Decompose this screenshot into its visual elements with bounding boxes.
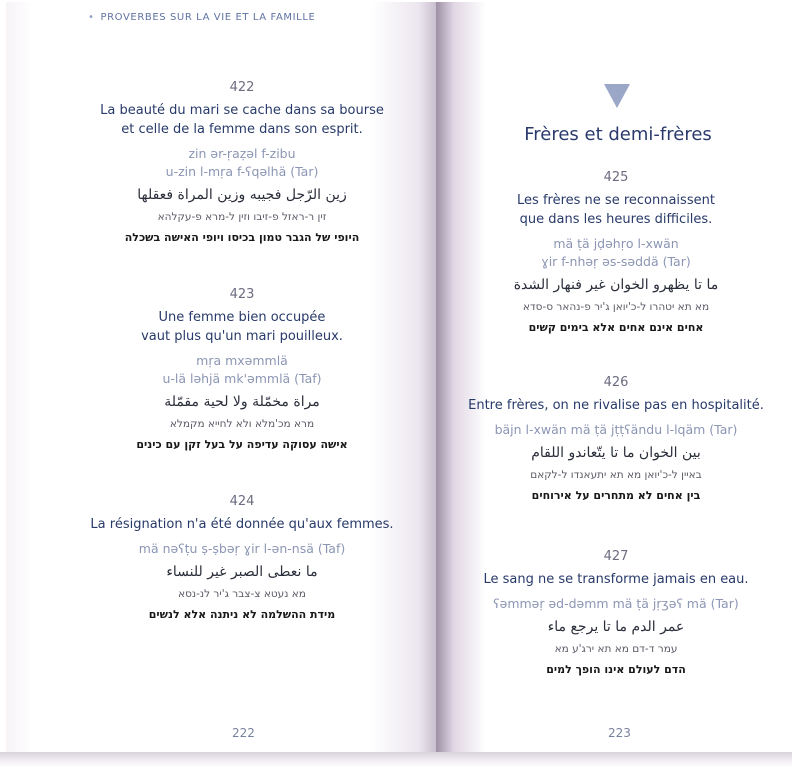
transliteration-line: ʕəmməṛ əd-dəmm mä ṭä jṛʒəʕ mä (Tar) xyxy=(493,596,739,611)
proverb-number: 424 xyxy=(229,494,255,509)
proverb-number: 426 xyxy=(603,375,629,390)
running-head xyxy=(88,12,315,23)
hebrew-transliteration: עמר ד-דם מא תא ירג'ע מא xyxy=(554,643,678,655)
hebrew-transliteration: מא תא יטהרו ל-כ'יואן ג'יר פ-נהאר ס-סדא xyxy=(522,301,710,313)
hebrew-translation: בין אחים לא מתחרים על אירוחים xyxy=(531,489,701,502)
page-number-right: 223 xyxy=(608,726,631,740)
proverb-entry-423 xyxy=(78,287,406,451)
triangle-ornament-icon xyxy=(604,84,630,108)
hebrew-transliteration: באיין ל-כ'יואן מא תא יתעאנדו ל-לקאם xyxy=(530,469,702,481)
proverb-entry-422 xyxy=(78,80,406,244)
transliteration-line: ɣir f-nhəṛ əs-səddä (Tar) xyxy=(541,254,691,269)
hebrew-translation: מידת ההשלמה לא ניתנה אלא לנשים xyxy=(148,608,336,621)
arabic-text: عمر الدم ما تا يرجع ماء xyxy=(547,619,685,635)
proverb-number: 427 xyxy=(603,549,629,564)
section-title: Frères et demi-frères xyxy=(524,124,712,145)
french-line: Entre frères, on ne rivalise pas en hospitalité. xyxy=(468,398,764,413)
hebrew-translation: הדם לעולם אינו הופך למים xyxy=(546,663,686,676)
transliteration-line: u-lä ləhjä mk'əmmlä (Taf) xyxy=(162,371,322,386)
proverb-number: 422 xyxy=(229,80,255,95)
proverb-entry-426 xyxy=(456,375,776,502)
proverb-entry-424 xyxy=(68,494,416,621)
hebrew-translation: היופי של הגבר טמון בכיסו ויופי האישה בשכלה xyxy=(124,231,360,244)
page-edge-shadow xyxy=(0,752,792,768)
proverb-number: 423 xyxy=(229,287,255,302)
transliteration-line: u-zin l-mṛa f-ʕqəlhä (Tar) xyxy=(165,164,319,179)
running-head-text: PROVERBES SUR LA VIE ET LA FAMILLE xyxy=(100,12,316,23)
hebrew-translation: אישה עסוקה עדיפה על בעל זקן עם כינים xyxy=(136,438,348,451)
french-line: Une femme bien occupée xyxy=(158,310,326,325)
french-line: Le sang ne se transforme jamais en eau. xyxy=(483,572,749,587)
proverb-entry-427 xyxy=(456,549,776,676)
french-line: Les frères ne se reconnaissent xyxy=(517,193,715,208)
transliteration-line: mä ṭä jḍəhṛo l-xwän xyxy=(553,236,679,251)
arabic-text: زين الرّجل فجيبه وزين المراة فعقلها xyxy=(137,187,347,203)
hebrew-transliteration: זין ר-ראזל פ-זיבו וזין ל-מרא פ-עקלהא xyxy=(157,211,327,223)
transliteration-line: mṛa mxəmmlä xyxy=(196,353,288,368)
hebrew-transliteration: מא נעטא צ-צבר ג'יר לנ-נסא xyxy=(178,588,306,600)
hebrew-translation: אחים אינם אחים אלא בימים קשים xyxy=(528,321,704,334)
transliteration-line: bäjn l-xwän mä ṭä jṭṭʕändu l-lqäm (Tar) xyxy=(494,422,738,437)
french-line: La beauté du mari se cache dans sa bourse xyxy=(100,103,384,118)
french-line: et celle de la femme dans son esprit. xyxy=(121,122,363,137)
bullet-icon: • xyxy=(88,12,95,23)
french-line: que dans les heures difficiles. xyxy=(519,212,713,227)
french-line: La résignation n'a été donnée qu'aux femmes. xyxy=(90,517,394,532)
page-number-left: 222 xyxy=(232,726,255,740)
arabic-text: مراة مخمّلة ولا لحية مقمّلة xyxy=(164,394,320,410)
arabic-text: ما تا يظهرو الخوان غير فنهار الشدة xyxy=(513,277,719,293)
arabic-text: ما نعطى الصبر غير للنساء xyxy=(166,564,318,580)
proverb-number: 425 xyxy=(603,170,629,185)
proverb-entry-425 xyxy=(466,170,766,334)
french-line: vaut plus qu'un mari pouilleux. xyxy=(141,329,343,344)
arabic-text: بين الخوان ما تا يتّعاندو اللقام xyxy=(531,445,701,461)
hebrew-transliteration: מרא מכ'מלא ולא לחייא מקמלא xyxy=(169,418,315,430)
transliteration-line: mä nəʕṭu ṣ-ṣbəṛ ɣir l-ən-nsä (Taf) xyxy=(138,541,346,556)
transliteration-line: zin ər-ṛaẓəl f-zibu xyxy=(188,146,296,161)
